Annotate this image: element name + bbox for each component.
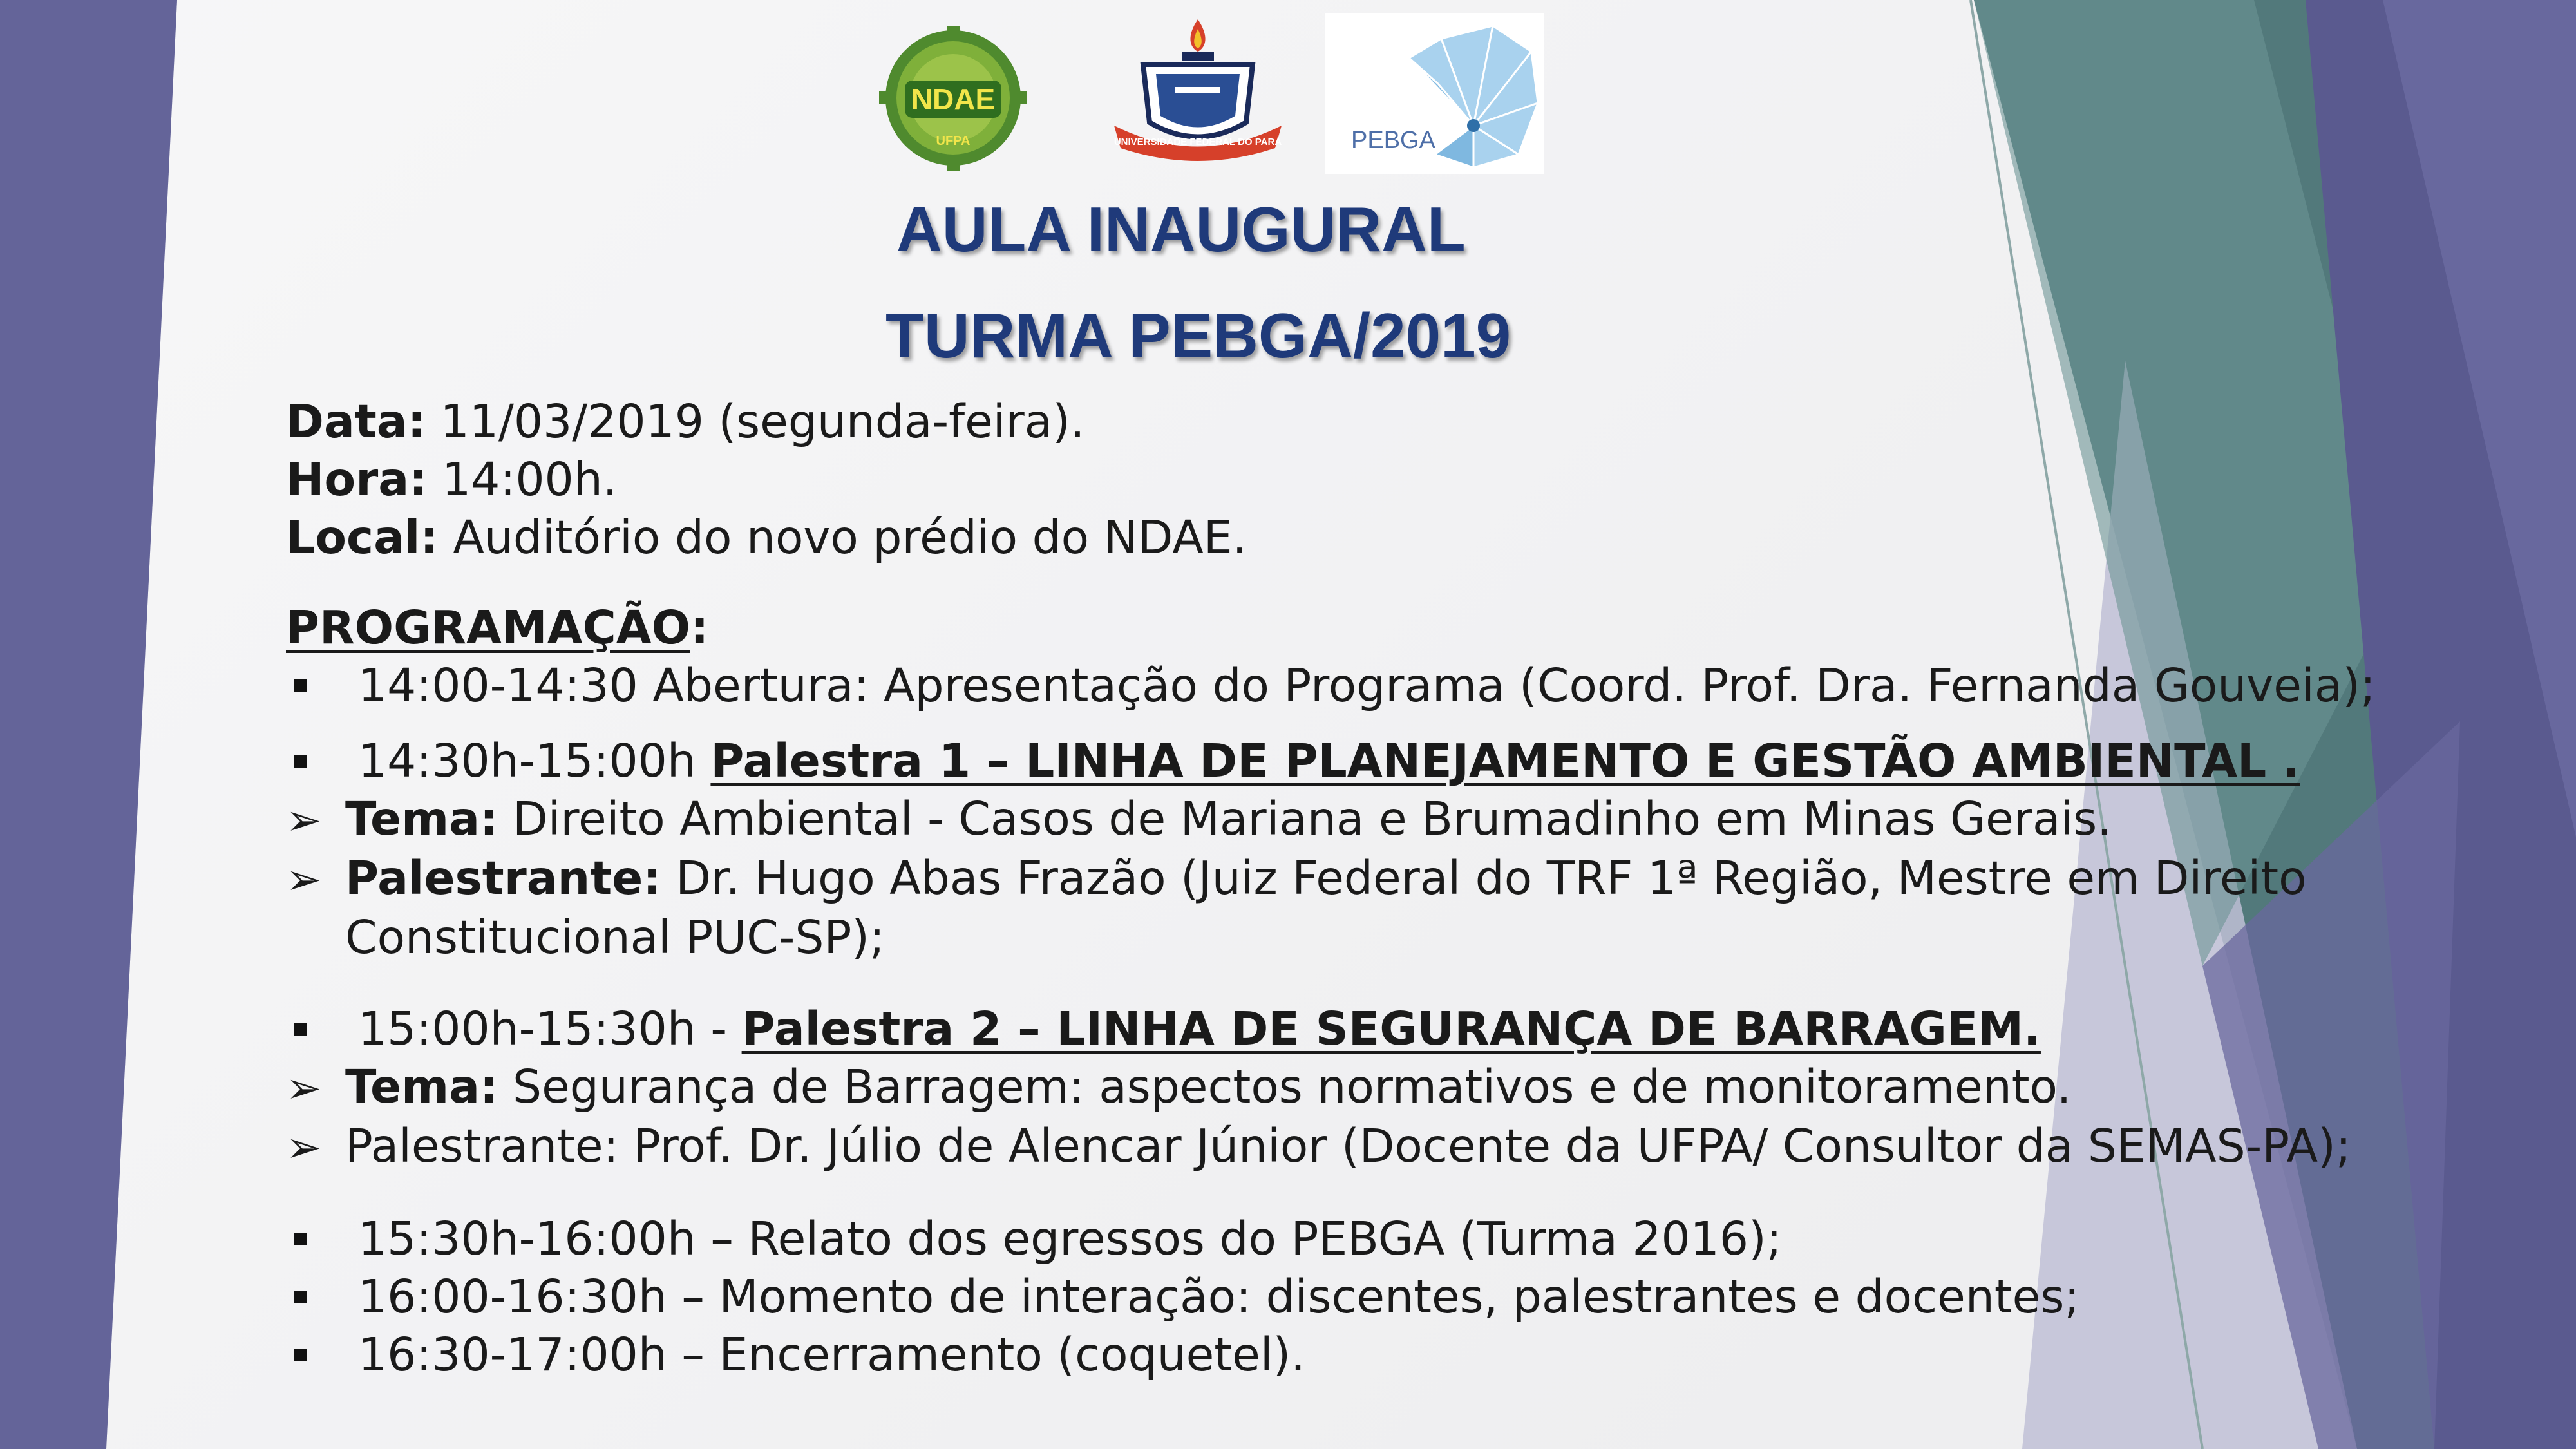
svg-text:UNIVERSIDADE FEDERAL DO PARÁ: UNIVERSIDADE FEDERAL DO PARÁ [1113,137,1282,147]
arrow-bullet-icon: ➢ [286,855,322,904]
ufpa-crest [1104,13,1291,171]
program-item-3: 15:00h-15:30h - Palestra 2 – LINHA DE SEGURANÇA DE BARRAGEM. [286,1000,2347,1058]
square-bullet-icon [286,1210,358,1268]
program-item-6: 16:30-17:00h – Encerramento (coquetel). [286,1326,2347,1384]
arrow-bullet-icon: ➢ [286,795,322,845]
pebga-logo [1325,13,1544,174]
program-item-2-speaker: ➢ Palestrante: Dr. Hugo Abas Frazão (Juiz Federal do TRF 1ª Região, Mestre em Direito [286,849,2347,909]
program-heading: PROGRAMAÇÃO: [286,601,709,654]
square-bullet-icon [286,1000,358,1058]
event-details [286,393,2376,1384]
program-item-3-theme: ➢ Tema: Segurança de Barragem: aspectos normativos e de monitoramento. [286,1058,2347,1117]
arrow-bullet-icon: ➢ [286,1063,322,1113]
info-time: Hora: 14:00h. [286,453,618,506]
program-item-3-speaker: ➢ Palestrante: Prof. Dr. Júlio de Alencar Júnior (Docente da UFPA/ Consultor da SEMAS-PA); [286,1117,2347,1177]
svg-text:NDAE: NDAE [911,82,996,116]
ndae-logo [850,26,1056,171]
title-line-2: TURMA PEBGA/2019 [886,300,1511,371]
info-location: Local: Auditório do novo prédio do NDAE. [286,511,1247,564]
program-item-5: 16:00-16:30h – Momento de interação: discentes, palestrantes e docentes; [286,1268,2347,1326]
info-date: Data: 11/03/2019 (segunda-feira). [286,395,1085,448]
program-item-4: 15:30h-16:00h – Relato dos egressos do PEBGA (Turma 2016); [286,1210,2347,1268]
square-bullet-icon [286,732,358,790]
program-item-2: 14:30h-15:00h Palestra 1 – LINHA DE PLANEJAMENTO E GESTÃO AMBIENTAL . [286,732,2347,790]
program-item-1: 14:00-14:30 Abertura: Apresentação do Programa (Coord. Prof. Dra. Fernanda Gouveia); [286,657,2347,715]
svg-text:UFPA: UFPA [936,134,971,148]
arrow-bullet-icon: ➢ [286,1122,322,1172]
svg-text:PEBGA: PEBGA [1351,127,1435,154]
square-bullet-icon [286,1268,358,1326]
square-bullet-icon [286,1326,358,1384]
square-bullet-icon [286,657,358,715]
program-item-2-theme: ➢ Tema: Direito Ambiental - Casos de Mariana e Brumadinho em Minas Gerais. [286,790,2347,849]
program-item-2-speaker-cont: Constitucional PUC-SP); [345,911,885,964]
title-line-1: AULA INAUGURAL [896,194,1466,265]
